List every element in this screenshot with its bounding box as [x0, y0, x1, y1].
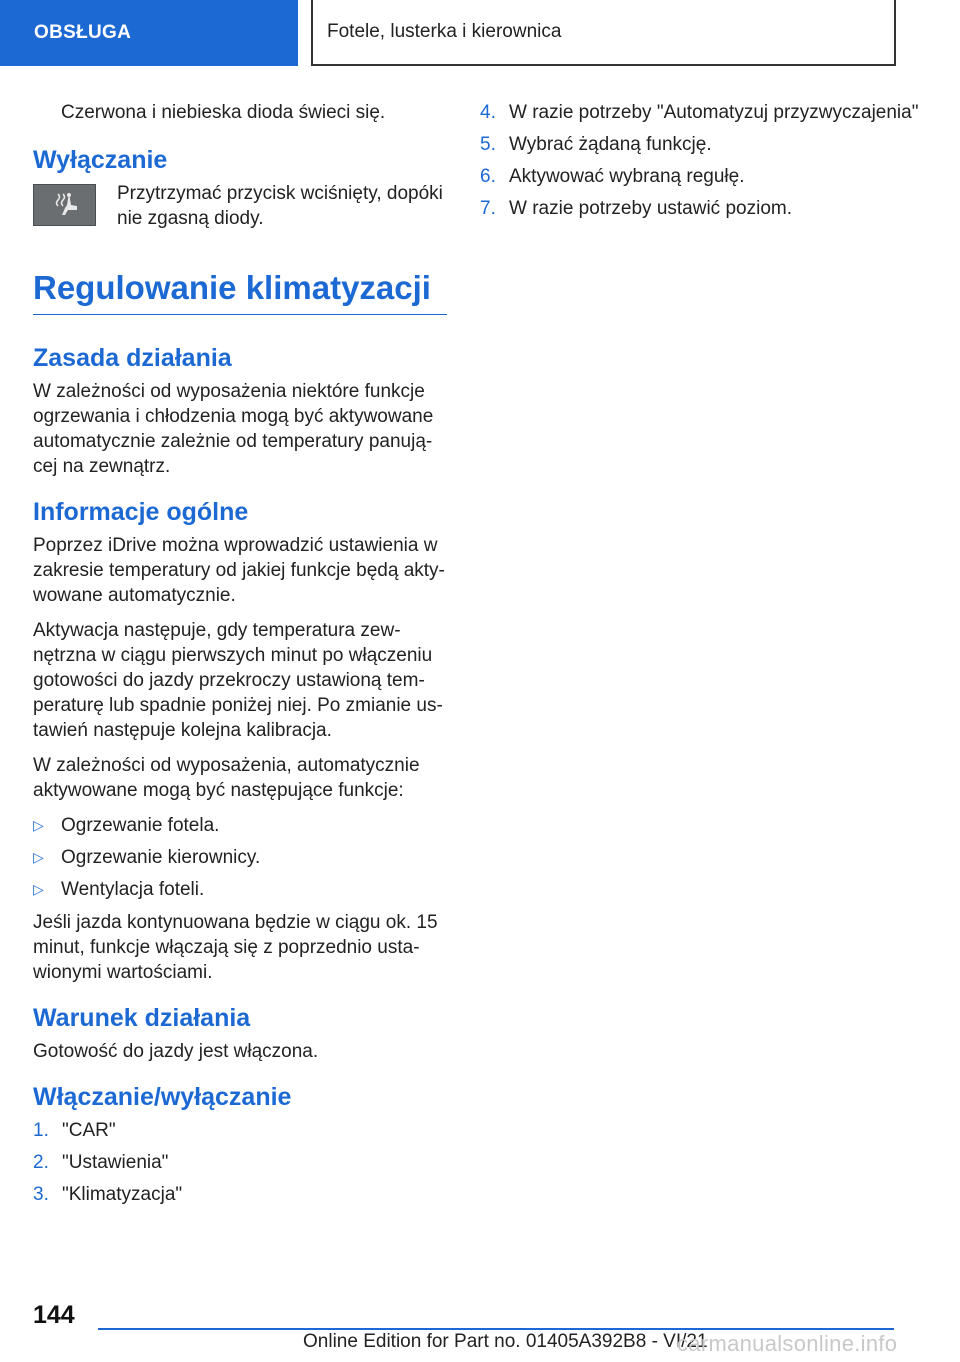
triangle-right-icon: ▷	[33, 849, 44, 865]
list-item: 1. "CAR"	[33, 1120, 116, 1141]
list-item: 3. "Klimatyzacja"	[33, 1184, 183, 1205]
list-item: ▷ Ogrzewanie kierownicy.	[33, 847, 261, 868]
triangle-right-icon: ▷	[33, 817, 44, 833]
list-item: ▷ Wentylacja foteli.	[33, 879, 205, 900]
seat-heat-icon	[52, 191, 80, 219]
principle-text: W zależności od wyposażenia niektóre funkcje ogrzewania i chłodzenia mogą być aktywowane automatycznie zależnie od temperatury panującej na zewnątrz.	[33, 381, 434, 477]
general-paragraph-4: Jeśli jazda kontynuowana będzie w ciągu ok. 15 minut, funkcje włączają się z poprzednio ustawionymi wartościami.	[33, 912, 438, 983]
section-tab: OBSŁUGA	[0, 0, 298, 66]
condition-heading: Warunek działania	[33, 1004, 251, 1032]
general-paragraph-1: Poprzez iDrive można wprowadzić ustawienia w zakresie temperatury od jakiej funkcje będą aktywowane automatycznie.	[33, 535, 445, 606]
list-item: 5. Wybrać żądaną funkcję.	[480, 134, 712, 155]
off-text: Przytrzymać przycisk wciśnięty, dopóki nie zgasną diody.	[117, 183, 443, 229]
right-column	[480, 100, 920, 228]
steps-list-right	[480, 100, 920, 221]
footer-divider	[98, 1328, 894, 1330]
general-paragraph-3: W zależności od wyposażenia, automatycznie aktywowane mogą być następujące funkcje:	[33, 755, 420, 801]
footer-edition: Online Edition for Part no. 01405A392B8 - VI/21	[303, 1331, 708, 1352]
condition-text: Gotowość do jazdy jest włączona.	[33, 1041, 319, 1062]
list-item: 4. W razie potrzeby "Automatyzuj przyzwyczajenia"	[480, 102, 919, 123]
list-item: 2. "Ustawienia"	[33, 1152, 169, 1173]
list-item: 6. Aktywować wybraną regułę.	[480, 166, 745, 187]
general-paragraph-2: Aktywacja następuje, gdy temperatura zewnętrzna w ciągu pierwszych minut po włączeniu gotowości do jazdy przekroczy ustawioną temperaturę lub spadnie poniżej niej. Po zmianie ustawień następuje kolejna kalibracja.	[33, 620, 443, 741]
main-heading: Regulowanie klimatyzacji	[33, 269, 447, 315]
principle-heading: Zasada działania	[33, 344, 232, 372]
functions-list	[33, 813, 447, 902]
chapter-title: Fotele, lusterka i kierownica	[311, 0, 896, 66]
list-item: ▷ Ogrzewanie fotela.	[33, 815, 220, 836]
general-heading: Informacje ogólne	[33, 498, 249, 526]
page-number: 144	[33, 1301, 75, 1329]
list-item: 7. W razie potrzeby ustawić poziom.	[480, 198, 792, 219]
triangle-right-icon: ▷	[33, 881, 44, 897]
left-column	[33, 100, 447, 1214]
seat-heating-button-icon	[33, 184, 96, 226]
watermark: carmanualsonline.info	[677, 1331, 898, 1356]
onoff-heading: Włączanie/wyłączanie	[33, 1083, 292, 1111]
off-instruction	[33, 181, 447, 231]
page-header	[0, 0, 960, 66]
off-heading: Wyłączanie	[33, 146, 168, 174]
intro-text: Czerwona i niebieska dioda świeci się.	[61, 102, 386, 123]
steps-list-left	[33, 1118, 447, 1207]
